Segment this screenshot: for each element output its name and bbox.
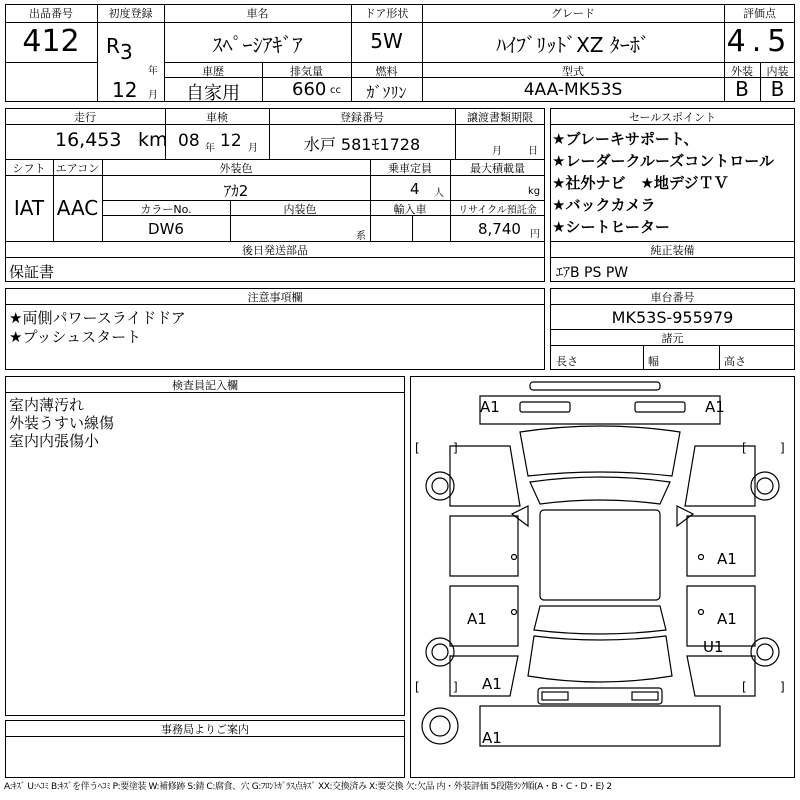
bracket-close: ]: [453, 441, 458, 455]
model-label: 型式: [562, 65, 584, 78]
rear-light-left: [542, 692, 568, 700]
inspection-year: 08: [178, 131, 200, 151]
bracket-close: ]: [453, 680, 458, 694]
rear-hatch-part: [528, 636, 672, 682]
rear-bumper-part: [538, 688, 662, 704]
exterior-grade-label: 外装: [731, 65, 753, 78]
genuine-equipment: ｴｱB PS PW: [556, 265, 629, 281]
sales-point-item: ★レーダークルーズコントロール: [552, 152, 774, 170]
left-front-fender: [450, 446, 520, 506]
registration-number: 水戸 581ﾓ1728: [303, 135, 421, 154]
exterior-grade: B: [735, 77, 749, 101]
notes-item: ★プッシュスタート: [9, 328, 142, 346]
bracket-open: [: [415, 441, 420, 455]
car-name-label: 車名: [246, 7, 269, 20]
interior-color-label: 内装色: [283, 203, 317, 216]
length-label: 長さ: [556, 355, 578, 368]
left-mirror: [512, 506, 528, 526]
front-plate: [635, 402, 685, 412]
transfer-day-unit: 日: [528, 146, 538, 157]
right-mirror: [677, 506, 693, 526]
first-registration-label: 初度登録: [108, 7, 153, 20]
sales-point-item: ★社外ナビ ★地デジＴＶ: [552, 174, 729, 192]
inspection-year-unit: 年: [205, 143, 215, 154]
later-parts-label: 後日発送部品: [242, 244, 308, 257]
transfer-month-unit: 月: [492, 146, 502, 157]
registration-year: 3: [120, 40, 133, 64]
max-load-unit: kg: [528, 186, 541, 197]
recycle-fee: 8,740: [478, 220, 521, 238]
inspector-line: 外装うすい線傷: [9, 414, 115, 432]
tire-front-left-hub: [432, 478, 448, 494]
legend-text: A:ｷｽﾞ U:ﾍｺﾐ B:ｷｽﾞを伴うﾍｺﾐ P:要塗装 W:補修跡 S:錆 C:腐食、穴 G:ﾌﾛﾝﾄｶﾞﾗｽ点ｷｽﾞ XX:交換済み X:要交換 欠:欠品 内・外装評価 5段階ﾗﾝｸ順(A・B・C・D・E) 2: [4, 782, 612, 792]
model: 4AA-MK53S: [523, 80, 623, 100]
rear-light-right: [632, 692, 658, 700]
damage-mark: A1: [480, 398, 500, 416]
capacity-unit: 人: [434, 188, 444, 199]
interior-grade-label: 内装: [766, 65, 789, 78]
office-notice-title: 事務局よりご案内: [161, 723, 249, 736]
front-outline: [480, 396, 720, 424]
width-label: 幅: [648, 355, 659, 368]
notes-title: 注意事項欄: [247, 291, 303, 304]
recycle-label: リサイクル預託金: [458, 205, 537, 216]
sales-point-item: ★シートヒーター: [552, 218, 670, 236]
damage-mark: A1: [467, 610, 487, 628]
handle-right-front: [699, 555, 704, 560]
history: 自家用: [186, 83, 240, 104]
shift: IAT: [13, 196, 45, 220]
interior-color-unit: 系: [356, 231, 366, 242]
car-diagram: [410, 376, 795, 778]
listing-number-label: 出品番号: [29, 7, 73, 20]
damage-mark: A1: [482, 729, 502, 747]
sales-point-item: ★ブレーキサポート、: [552, 130, 699, 148]
damage-mark: U1: [703, 638, 724, 656]
later-parts: 保証書: [9, 263, 55, 281]
sales-point-item: ★バックカメラ: [552, 196, 656, 214]
inspection-label: 車検: [206, 111, 228, 124]
tire-rear-left: [426, 638, 454, 666]
handle-right-rear: [699, 610, 704, 615]
registration-number-label: 登録番号: [340, 111, 384, 124]
rear-glass-part: [534, 606, 666, 634]
inspector-line: 室内内張傷小: [9, 432, 100, 450]
max-load-label: 最大積載量: [470, 162, 525, 175]
mileage: 16,453: [55, 129, 122, 151]
handle-left-front: [512, 555, 517, 560]
aircon-label: エアコン: [55, 162, 100, 175]
tire-rear-right: [751, 638, 779, 666]
sales-points-label: セールスポイント: [628, 111, 716, 124]
rating-label: 評価点: [743, 7, 776, 20]
windshield-part: [530, 477, 670, 504]
displacement-unit: cc: [330, 85, 341, 96]
exterior-color-label: 外装色: [219, 162, 253, 175]
genuine-equipment-label: 純正装備: [650, 244, 695, 257]
spare-tire-hub: [430, 716, 450, 736]
recycle-unit: 円: [530, 229, 540, 240]
rating: 4.5: [726, 24, 793, 59]
shift-label: シフト: [12, 162, 46, 175]
import-label: 輸入車: [393, 203, 427, 216]
exterior-color: ｱｶ2: [223, 182, 249, 200]
damage-mark: A1: [705, 398, 725, 416]
era: R: [106, 34, 120, 58]
damage-mark: A1: [717, 610, 737, 628]
door-type: 5W: [370, 29, 403, 53]
spare-tire: [422, 708, 458, 744]
bracket-open: [: [742, 441, 747, 455]
capacity-label: 乗車定員: [388, 162, 432, 175]
damage-mark: A1: [482, 675, 502, 693]
inspector-line: 室内薄汚れ: [9, 396, 85, 414]
capacity: 4: [410, 180, 420, 198]
chassis-number-label: 車台番号: [650, 291, 695, 304]
displacement: 660: [292, 79, 327, 100]
front-bumper-part: [530, 382, 660, 390]
rear-bottom-panel: [480, 706, 720, 746]
tire-rear-right-hub: [757, 644, 773, 660]
left-front-door: [450, 516, 518, 576]
aircon: AAC: [56, 196, 99, 220]
bracket-open: [: [742, 680, 747, 694]
front-grille: [520, 402, 570, 412]
bracket-open: [: [415, 680, 420, 694]
damage-mark: A1: [717, 550, 737, 568]
bracket-close: ]: [780, 680, 785, 694]
transfer-deadline-label: 譲渡書類期限: [467, 111, 533, 124]
history-label: 車歴: [202, 65, 224, 78]
roof-part: [540, 510, 660, 600]
year-unit: 年: [148, 66, 158, 77]
height-label: 高さ: [724, 355, 746, 368]
handle-left-rear: [512, 610, 517, 615]
color-no-label: カラーNo.: [140, 203, 192, 216]
color-no: DW6: [148, 220, 184, 238]
month-unit: 月: [148, 90, 158, 101]
notes-item: ★両側パワースライドドア: [9, 309, 186, 327]
fuel: ｶﾞｿﾘﾝ: [366, 83, 407, 102]
tire-front-right-hub: [757, 478, 773, 494]
bracket-close: ]: [780, 441, 785, 455]
inspector-title: 検査員記入欄: [172, 379, 238, 392]
tire-rear-left-hub: [432, 644, 448, 660]
mileage-unit: km: [138, 129, 168, 151]
door-type-label: ドア形状: [364, 7, 409, 20]
car-name: ｽﾍﾟｰｼｱｷﾞｱ: [212, 33, 303, 57]
hood-part: [520, 426, 680, 476]
dimensions-label: 諸元: [661, 332, 684, 345]
inspection-month-unit: 月: [248, 143, 258, 154]
mileage-label: 走行: [74, 111, 96, 124]
registration-month: 12: [112, 78, 138, 102]
fuel-label: 燃料: [375, 65, 398, 78]
right-front-fender: [685, 446, 755, 506]
interior-grade: B: [770, 77, 785, 101]
chassis-number: MK53S-955979: [611, 308, 734, 327]
displacement-label: 排気量: [290, 65, 323, 78]
grade: ﾊｲﾌﾞﾘｯﾄﾞXZ ﾀｰﾎﾞ: [496, 33, 650, 57]
listing-number: 412: [22, 24, 80, 59]
inspection-month: 12: [220, 131, 242, 151]
grade-label: グレード: [551, 7, 595, 20]
